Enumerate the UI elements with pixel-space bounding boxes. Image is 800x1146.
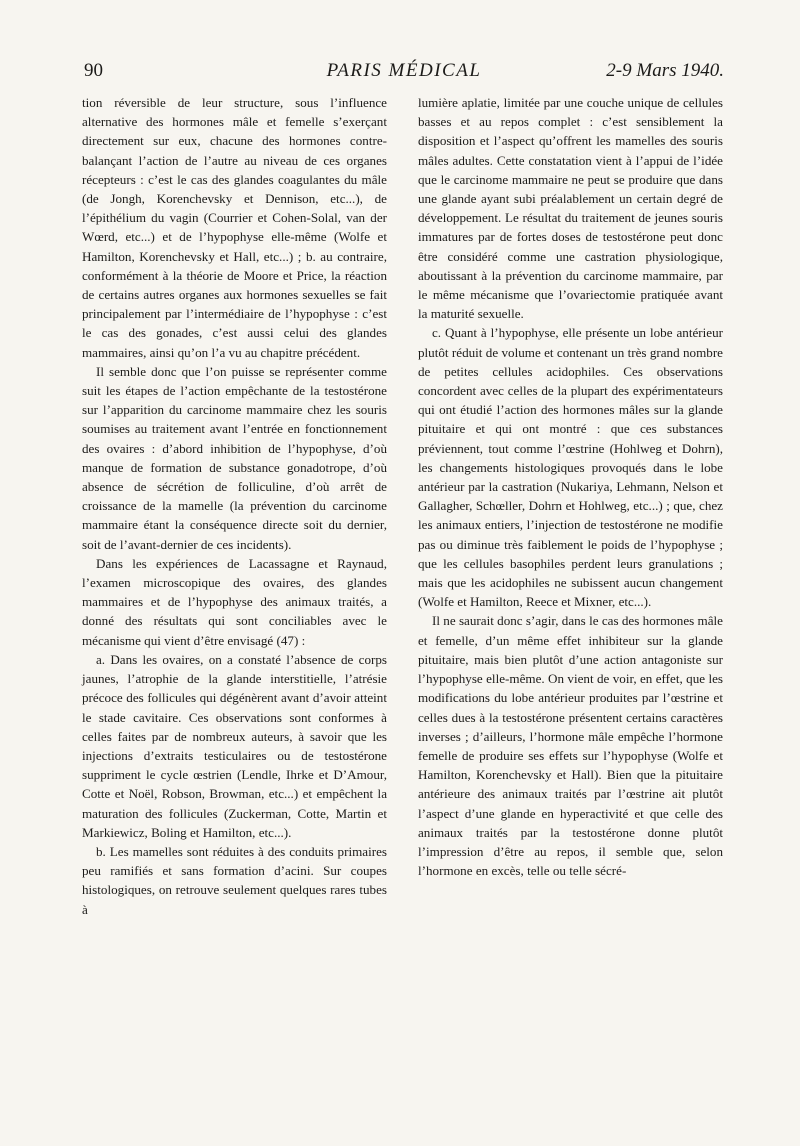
paragraph: tion réversible de leur structure, sous l’influence alternative des hormones mâle et femelle s’exerçant directement sur eux, chacune des hormones contre-balançant l’action de l’autre au niveau de ces organes récepteurs : c’est le cas des glandes coagulantes du mâle (de Jongh, Korenchevsky et Dennison, etc...), de l’épithélium du vagin (Courrier et Cohen-Solal, van der Wœrd, etc...) et de l’hypophyse elle-même (Wolfe et Hamilton, Korenchevsky et Hall, etc...) ; b. au contraire, conformément à la théorie de Moore et Price, la réaction de certains autres organes aux hormones sexuelles se fait principalement par l’intermédiaire de l’hypophyse : c’est le cas des gonades, c’est aussi celui des glandes mammaires, ainsi qu’on l’a vu au chapitre précédent. [82, 95, 387, 360]
issue-date: 2-9 Mars 1940. [606, 60, 724, 81]
paragraph: b. Les mamelles sont réduites à des conduits primaires peu ramifiés et sans formation d’acini. Sur coupes histologiques, on retrouve seulement quelques rares tubes à [82, 843, 387, 917]
paragraph: a. Dans les ovaires, on a constaté l’absence de corps jaunes, l’atrophie de la glande interstitielle, l’atrésie précoce des follicules qui dégénèrent avant d’avoir atteint le stade cavitaire. Ces observations sont conformes à celles faites par de nombreux auteurs, à savoir que les injections d’extraits testiculaires ou de testostérone suppriment le cycle œstrien (Lendle, Ihrke et D’Amour, Cotte et Noël, Robson, Browman, etc...) et empêchent la maturation des follicules (Zuckerman, Cotte, Martin et Markiewicz, Boling et Hamilton, etc...). [82, 651, 387, 840]
paragraph: Il semble donc que l’on puisse se représenter comme suit les étapes de l’action empêchante de la testostérone sur l’apparition du carcinome mammaire chez les souris soumises au traitement avant l’entrée en fonctionnement des ovaires : d’abord inhibition de l’hypophyse, d’où manque de formation de substance gonadotrope, d’où absence de sécrétion de folliculine, d’où arrêt de croissance de la mamelle (la prévention du carcinome mammaire étant la conséquence directe soit du dernier, soit de l’avant-dernier de ces incidents). [82, 363, 387, 552]
journal-title: PARIS MÉDICAL [326, 60, 482, 81]
paragraph: lumière aplatie, limitée par une couche unique de cellules basses et au repos complet : c’est sensiblement la disposition et l’aspect qu’offrent les mamelles des souris mâles adultes. Cette constatation vient à l’appui de l’idée que le carcinome mammaire ne peut se produire que dans une glande ayant subi préalablement un certain degré de développement. Le résultat du traitement de jeunes souris immatures par de fortes doses de testostérone peut donc être considéré comme une castration physiologique, aboutissant à la prévention du carcinome mammaire, par le même mécanisme que l’ovariectomie pratiquée avant la maturité sexuelle. [418, 95, 723, 322]
right-column [418, 93, 723, 880]
paragraph: Il ne saurait donc s’agir, dans le cas des hormones mâle et femelle, d’un même effet inhibiteur sur la glande pituitaire, mais bien plutôt d’une action antagoniste sur l’hypophyse elle-même. On vient de voir, en effet, que les modifications du lobe antérieur produites par l’œstrine et celles dues à la testostérone présentent certains caractères inverses ; d’ailleurs, l’hormone mâle empêche l’hormone femelle de produire ses effets sur l’hypophyse (Wolfe et Hamilton, Korenchevsky et Hall). Bien que la pituitaire antérieure des animaux traités par l’œstrine ait plutôt l’aspect d’une glande en hyperactivité et que celle des animaux traités par la testostérone donne plutôt l’impression d’être au repos, il semble que, selon l’hormone en excès, telle ou telle sécré- [418, 613, 723, 879]
left-column [82, 93, 387, 919]
paragraph: c. Quant à l’hypophyse, elle présente un lobe antérieur plutôt réduit de volume et contenant un très grand nombre de petites cellules acidophiles. Ces observations concordent avec celles de la plupart des expérimentateurs qui ont étudié l’action des hormones mâles sur la glande pituitaire et qui ont montré : que ces substances préviennent, tout comme l’œstrine (Hohlweg et Dohrn), les changements histologiques provoqués dans le lobe antérieur par la castration (Nukariya, Lehmann, Nelson et Gallagher, Schœller, Dohrn et Hohlweg, etc...) ; que, chez les animaux entiers, l’injection de testostérone ne modifie pas ou diminue très faiblement le poids de l’hypophyse ; que les cellules basophiles perdent leurs granulations ; mais que les acidophiles ne subissent aucun changement (Wolfe et Hamilton, Reece et Mixner, etc...). [418, 325, 723, 610]
page-number: 90 [84, 60, 103, 81]
running-header [84, 60, 724, 88]
paragraph: Dans les expériences de Lacassagne et Raynaud, l’examen microscopique des ovaires, des glandes mammaires et de l’hypophyse des animaux traités, a donné des résultats qui sont conciliables avec le mécanisme qui vient d’être envisagé (47) : [82, 555, 387, 648]
